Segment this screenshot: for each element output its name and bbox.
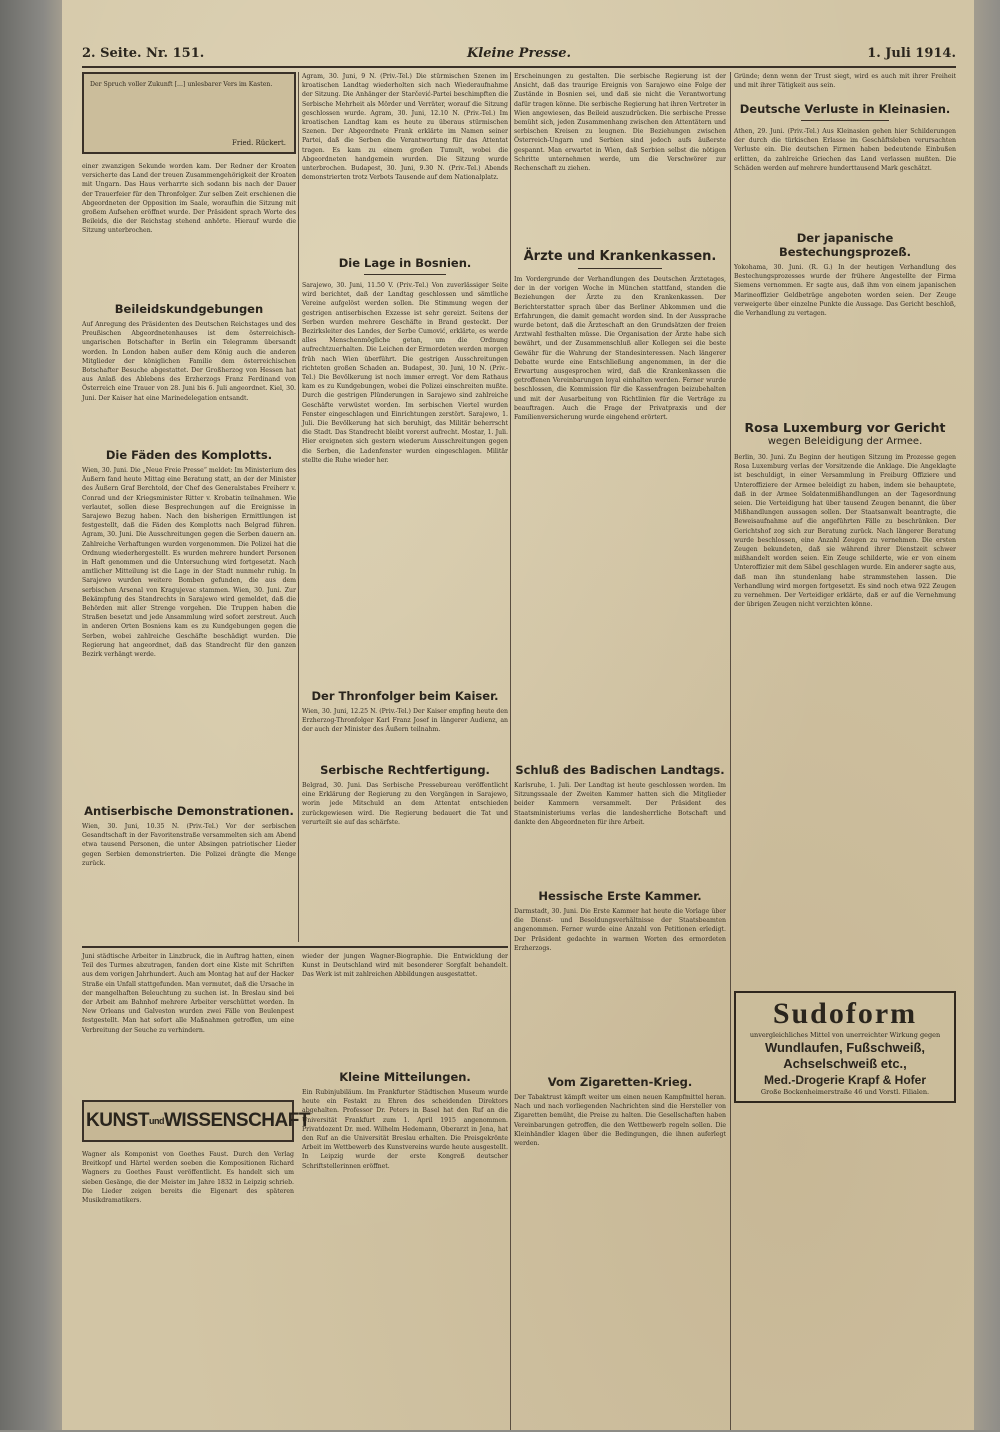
header-title: Kleine Presse. [466,46,572,61]
article-heading: Kleine Mitteilungen. [339,1070,471,1084]
poem-box [82,72,296,154]
article-heading: Serbische Rechtfertigung. [320,763,490,777]
section-rule [82,946,508,948]
article-text: einer zwanzigen Sekunde worden kam. Der Redner der Kroaten versicherte das Land der treuen Zusammengehörigkeit der Kroaten mit Ungarn. Das Haus verharrte sich sodann bis nach der Dauer der Trauerfeier für den Thronfolger. Zur selben Zeit erschienen die Abgeordneten der Opposition im Saale, woraufhin die Sitzung mit großem Aufsehen eröffnet wurde. Der Präsident sprach Worte des Beileids, die der Reichstag stehend anhörte. Hierauf wurde die Sitzung unterbrochen. [82,163,296,235]
heading-rule [801,120,890,121]
article-heading: Rosa Luxemburg vor Gericht [744,420,946,435]
ad-uses: Wundlaufen, Fußschweiß, Achselschweiß etc., [764,1040,926,1071]
article-text: Ein Rubinjubiläum. Im Frankfurter Städtischen Museum wurde heute ein Festakt zu Ehren des scheidenden Direktors abgehalten. Professor Dr. Peters in Basel hat den Ruf an die Universität Frankfurt zum 1. April 1915 angenommen. Privatdozent Dr. med. Wilhelm Hedemann, Oberarzt in Jena, hat den Ruf an die Universität Breslau erhalten. Die Preisgekrönte Arbeit im Wettbewerb des Kunstvereins wurde heute ausgestellt. In Leipzig wurde der erste Kongreß deutscher Schriftstellerinnen eröffnet. [302,1089,508,1170]
article-heading: Beileidskundgebungen [114,302,264,316]
article-heading: Vom Zigaretten-Krieg. [547,1075,693,1089]
header-date: 1. Juli 1914. [867,46,956,61]
heading-rule [578,268,663,269]
ad-tagline: unvergleichliches Mittel von unerreichter Wirkung gegen [749,1031,941,1039]
article-text: Yokohama, 30. Juni. (R. G.) In der heutigen Verhandlung des Bestechungsprozesses wurde der frühere Angestellte der Firma Siemens vernommen. Er sagte aus, daß ihm von einem japanischen Marineoffizier Geldbeträge angeboten worden seien. Der Zeuge verweigerte über einzelne Punkte die Aussage. Das Gericht beschloß, die Verhandlung zu vertagen. [734,264,956,318]
article-heading: Hessische Erste Kammer. [538,889,702,903]
column-4 [734,72,956,1332]
article-heading: Ärzte und Krankenkassen. [523,249,717,264]
article-text: Karlsruhe, 1. Juli. Der Landtag ist heute geschlossen worden. Im Sitzungssaale der Zweiten Kammer hatten sich die Mitglieder beider Kammern versammelt. Der Präsident des Staatsministeriums verlas die landesherrliche Botschaft und dankte den Abgeordneten für ihre Arbeit. [514,782,726,826]
article-text: Belgrad, 30. Juni. Das Serbische Pressebureau veröffentlicht eine Erklärung der Regierung zu den Vorgängen in Sarajewo, worin jede Mitschuld an dem Attentat entschieden zurückgewiesen wird. Die Regierung bedauert die Tat und verurteilt sie auf das schärfste. [302,782,508,826]
article-text: Athen, 29. Juni. (Priv.-Tel.) Aus Kleinasien gehen hier Schilderungen der durch die türkischen Erlasse im Geschäftsleben verursachten Verluste ein. Die deutschen Firmen haben bedeutende Einbußen erlitten, da zahlreiche Griechen das Land verlassen mußten. Die Schäden werden auf mehrere hunderttausend Mark geschätzt. [734,128,956,172]
kunst-und-wissenschaft-banner [82,1100,310,1142]
column-rule [298,72,299,942]
column-1 [82,72,296,942]
article-subheading: wegen Beleidigung der Armee. [767,436,923,447]
article-text: Wien, 30. Juni, 12.25 N. (Priv.-Tel.) Der Kaiser empfing heute den Erzherzog-Thronfolger Karl Franz Josef in längerer Audienz, an der auch der Minister des Äußern teilnahm. [302,708,508,734]
article-text: Erscheinungen zu gestalten. Die serbische Regierung ist der Ansicht, daß das traurige Ereignis von Sarajewo eine Folge der Zustände in Bosnien sei, und daß sie nicht die Verantwortung dafür tragen könne. Die serbische Regierung hat ihren Vertreter in Wien angewiesen, das Beileid auszudrücken. Die serbische Presse bemüht sich, jeden Zusammenhang zwischen den Attentätern und serbischen Kreisen zu leugnen. Die Beziehungen zwischen Österreich-Ungarn und Serbien sind jedoch aufs äußerste gespannt. Man erwartet in Wien, daß Serbien selbst die nötigen Schritte unternehmen werde, um die Verschwörer zur Rechenschaft zu ziehen. [514,73,726,173]
newspaper-page [62,0,974,1430]
article-text: Im Vordergrunde der Verhandlungen des Deutschen Ärztetages, der in der vorigen Woche in München stattfand, standen die Beziehungen der Ärzte zu den Krankenkassen. Der Berichterstatter sprach über das Berliner Abkommen und die Erfahrungen, die damit gemacht worden sind. In der Aussprache wurde betont, daß die Ärzteschaft an den Grundsätzen der freien Arztwahl festhalten müsse. Die Organisation der Ärzte habe sich bewährt, und der Zusammenschluß aller Kollegen sei die beste Gewähr für die Wahrung der Standesinteressen. Nach längerer Debatte wurde eine Entschließung angenommen, in der die Erwartung ausgesprochen wird, daß die Krankenkassen die getroffenen Vereinbarungen loyal einhalten werden. Ferner wurde beschlossen, die Kommission für die Kassenfragen beizubehalten und mit der Ausarbeitung von Richtlinien für die Verträge zu beauftragen. Auch die Frage der Privatpraxis und der Familienversicherung wurde eingehend erörtert. [514,276,726,422]
article-text: Wagner als Komponist von Goethes Faust. Durch den Verlag Breitkopf und Härtel werden soeben die Kompositionen Richard Wagners zu Goethes Faust veröffentlicht. Es handelt sich um sieben Gesänge, die der Meister im Jahre 1832 in Leipzig schrieb. Die Lieder zeigen bereits die Eigenart des späteren Musikdramatikers. [82,1151,294,1205]
header-page-number: 2. Seite. Nr. 151. [82,46,205,61]
heading-rule [364,274,446,275]
column-rule [730,72,731,1430]
article-heading: Schluß des Badischen Landtags. [515,763,725,777]
scan-left-edge [0,0,62,1430]
article-heading: Deutsche Verluste in Kleinasien. [739,102,951,116]
banner-word-wissenschaft: WISSENSCHAFT [163,1110,310,1132]
banner-word-kunst: KUNST [86,1110,149,1132]
article-text: Gründe; denn wenn der Trust siegt, wird es auch mit ihrer Freiheit und mit ihrer Tätigkeit aus sein. [734,73,956,90]
article-text: Der Tabaktrust kämpft weiter um einen neuen Kampfmittel heran. Nach und nach vorliegenden Nachrichten sind die Hersteller von Zigaretten bemüht, die Preise zu halten. Die Gesellschaften haben Vereinbarungen getroffen, die den Wettbewerb regeln sollen. Die Kleinhändler klagen über die Bedingungen, die ihnen auferlegt werden. [514,1094,726,1148]
poem-signature: Fried. Rückert. [232,139,286,147]
article-text: Wien, 30. Juni. Die „Neue Freie Presse“ meldet: Im Ministerium des Äußern fand heute Mittag eine Beratung statt, an der der Minister des Äußern Graf Berchtold, der Chef des Generalstabes Freiherr v. Conrad und der Kriegsminister Ritter v. Krobatin teilnahmen. Wie verlautet, sollen diese Besprechungen auf die Ereignisse in Sarajewo Bezug haben. Nach den bisherigen Ermittlungen ist festgestellt, daß die Fäden des Komplotts nach Belgrad führen. Agram, 30. Juni. Die Ausschreitungen gegen die Serben dauern an. Zahlreiche Verhaftungen wurden vorgenommen. Die Polizei hat die Ordnung wiederhergestellt. Es wurden mehrere hundert Personen in Haft genommen und die Untersuchung wird fortgesetzt. Nach amtlicher Mitteilung ist die Lage in der Stadt nunmehr ruhig. In Sarajewo wurden weitere Bomben gefunden, die aus dem serbischen Arsenal von Kragujevac stammen. Wien, 30. Juni. Zur Bekämpfung des Standrechts in Sarajewo wird gemeldet, daß die Behörden mit aller Strenge vorgehen. Die Truppen haben die Straßen besetzt und jede Ansammlung wird sofort zerstreut. Auch in anderen Orten Bosniens kam es zu Kundgebungen gegen die Serben, wobei zahlreiche Geschäfte beschädigt wurden. Die Regierung hat angeordnet, daß das Standrecht für den ganzen Bezirk verhängt werde. [82,467,296,659]
article-text: Juni städtische Arbeiter in Linzbruck, die in Auftrag hatten, einen Teil des Turmes abzutragen, fanden dort eine Kiste mit Schriften aus dem vorigen Jahrhundert. Auch am Montag hat auf der Hacker Straße ein Unfall stattgefunden. Man vermutet, daß die Ursache in der mangelhaften Beleuchtung zu suchen ist. In Breslau sind bei der Arbeit am Bahnhof mehrere Arbeiter verschüttet worden. In New Orleans und Galveston wurden zwei Fälle von Beulenpest festgestellt. Man hat sofort alle Maßnahmen getroffen, um eine Verbreitung der Seuche zu verhindern. [82,953,294,1034]
ad-store: Med.-Drogerie Krapf & Hofer [763,1073,927,1087]
article-heading: Antiserbische Demonstrationen. [84,804,294,818]
article-heading: Die Lage in Bosnien. [338,256,472,270]
article-heading: Die Fäden des Komplotts. [105,448,273,462]
sudoform-advertisement [734,991,956,1103]
poem-text: Der Spruch voller Zukunft [...] unlesbarer Vers im Kasten. [90,81,273,88]
article-text: Darmstadt, 30. Juni. Die Erste Kammer hat heute die Vorlage über die Dienst- und Besoldungsverhältnisse der Staatsbeamten angenommen. Ferner wurde eine Anzahl von Petitionen erledigt. Der Präsident gedachte in warmen Worten des ermordeten Erzherzogs. [514,908,726,952]
lower-middle-section [302,952,508,1422]
column-3 [514,72,726,1432]
article-text: Sarajewo, 30. Juni, 11.50 V. (Priv.-Tel.) Von zuverlässiger Seite wird berichtet, daß der Landtag geschlossen und sämtliche Vereine aufgelöst werden sollen. Die Stimmung wegen der gestrigen antiserbischen Exzesse ist sehr gereizt. Seitens der Serben wurden mehrere Geschäfte in Brand gesteckt. Der Bezirksleiter des Landes, der Serbe Cumović, erklärte, es werde alles Menschenmögliche getan, um die Ordnung aufrechtzuerhalten. Die Leichen der Ermordeten werden morgen früh nach Wien überführt. Die gestrigen Ausschreitungen richteten großen Schaden an. Budapest, 30. Juni, 10 N. (Priv.-Tel.) Die Bevölkerung ist noch immer erregt. Vor dem Rathaus kam es zu Kundgebungen, wobei die Polizei einschreiten mußte. Durch die gestrigen Plünderungen in Sarajewo sind zahlreiche Geschäfte verwüstet worden. Im serbischen Viertel wurden Fenster eingeschlagen und Einrichtungen zerstört. Sarajewo, 1. Juli. Die Bevölkerung hat sich beruhigt, das Militär beherrscht die Stadt. Das Standrecht bleibt vorerst aufrecht. Mostar, 1. Juli. Hier ereigneten sich gestern wiederum Ausschreitungen gegen die Serben, die Ladenfenster wurden eingeschlagen. Militär stellte die Ruhe wieder her. [302,282,508,464]
article-text: Agram, 30. Juni, 9 N. (Priv.-Tel.) Die stürmischen Szenen im kroatischen Landtag wiederholten sich nach Wiederaufnahme der Sitzung. Die Anhänger der Starčević-Partei beschimpften die Serbische Mehrheit als Mörder und Verräter, worauf die Sitzung geschlossen wurde. Agram, 30. Juni, 12.10 N. (Priv.-Tel.) Im kroatischen Landtag kam es heute zu überaus stürmischen Szenen. Der Abgeordnete Frank erklärte im Namen seiner Partei, daß die Serben die Verantwortung für das Attentat tragen. Es kam zu einem großen Tumult, wobei die Abgeordneten handgemein wurden. Die Sitzung wurde unterbrochen. Budapest, 30. Juni, 9.30 N. (Priv.-Tel.) Abends demonstrierten trotz Verbots Tausende auf dem Nationalplatz. [302,73,508,182]
page-header [82,44,956,68]
lower-left-section [82,952,310,1422]
ad-address: Große Bockenheimerstraße 46 und Vorstl. Filialen. [760,1088,930,1096]
article-text: Berlin, 30. Juni. Zu Beginn der heutigen Sitzung im Prozesse gegen Rosa Luxemburg verlas der Vorsitzende die Anklage. Die Angeklagte ist beschuldigt, in einer Versammlung in Freiburg Offiziere und Unteroffiziere der Armee beleidigt zu haben, indem sie behauptete, daß in der Armee Soldatenmißhandlungen an der Tagesordnung seien. Die Verteidigung hat über tausend Zeugen benannt, die über Mißhandlungen aussagen sollen. Der Staatsanwalt beantragte, die Beweisaufnahme auf die angeführten Fälle zu beschränken. Der Gerichtshof zog sich zur Beratung zurück. Nach längerer Beratung wurde beschlossen, eine Anzahl Zeugen zu vernehmen. Die ersten Zeugen bekundeten, daß sie während ihrer Dienstzeit schwer mißhandelt worden seien. Ein Zeuge schilderte, wie er von einem Unteroffizier mit dem Säbel geschlagen wurde. Ein anderer sagte aus, daß man ihn stundenlang habe strammstehen lassen. Die Verhandlung wird morgen fortgesetzt. Es sind noch etwa 922 Zeugen zu vernehmen. Der Verteidiger erklärte, daß er auf die Vernehmung der übrigen Zeugen nicht verzichten könne. [734,454,956,609]
ad-brand: Sudoform [772,997,918,1030]
column-2 [302,72,508,942]
banner-word-und: und [148,1116,164,1126]
scan-right-edge [972,0,1000,1430]
article-text: wieder der jungen Wagner-Biographie. Die Entwicklung der Kunst in Deutschland wird mit besonderer Sorgfalt behandelt. Das Werk ist mit zahlreichen Abbildungen ausgestattet. [302,953,508,979]
article-text: Auf Anregung des Präsidenten des Deutschen Reichstages und des Preußischen Abgeordnetenhauses ist dem österreichisch-ungarischen Botschafter in Berlin ein Telegramm übersandt worden. In London haben außer dem König auch die anderen Mitglieder der königlichen Familie dem österreichischen Botschafter Besuche abgestattet. Der Großherzog von Hessen hat aus Anlaß des Ablebens des Erzherzogs Franz Ferdinand von Österreich eine Trauer von 28. Juni bis 6. Juli angeordnet. Kiel, 30. Juni. Der Kaiser hat eine Marinedelegation entsandt. [82,321,296,402]
article-text: Wien, 30. Juni, 10.35 N. (Priv.-Tel.) Vor der serbischen Gesandtschaft in der Favoritenstraße versammelten sich am Abend etwa tausend Personen, die unter Absingen patriotischer Lieder gegen Serbien demonstrierten. Die Polizei drängte die Menge zurück. [82,823,296,867]
article-heading: Der Thronfolger beim Kaiser. [311,689,499,703]
article-heading: Der japanische Bestechungsprozeß. [778,231,912,259]
column-rule [510,72,511,1430]
